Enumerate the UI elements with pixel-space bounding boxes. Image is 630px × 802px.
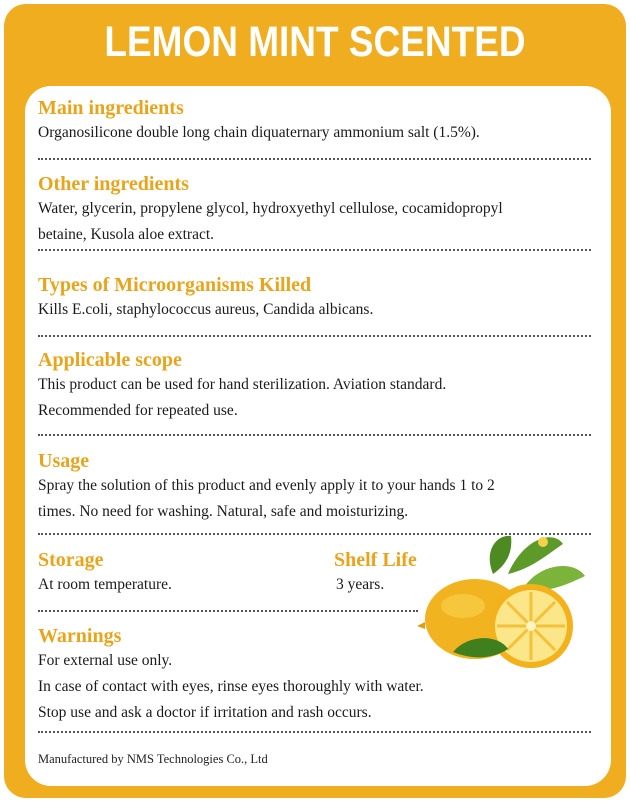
section-applicable-scope xyxy=(38,348,446,424)
section-main-ingredients xyxy=(38,96,480,146)
divider xyxy=(38,335,591,337)
divider xyxy=(38,731,591,733)
text-main-ingredients: Organosilicone double long chain diquaternary ammonium salt (1.5%). xyxy=(38,124,480,141)
text-usage-line2: times. No need for washing. Natural, safe and moisturizing. xyxy=(38,503,409,520)
text-microorganisms: Kills E.coli, staphylococcus aureus, Candida albicans. xyxy=(38,301,374,318)
divider xyxy=(38,158,591,160)
text-warnings-line3: Stop use and ask a doctor if irritation and rash occurs. xyxy=(38,704,372,721)
heading-shelf-life: Shelf Life xyxy=(334,549,417,571)
flower-icon xyxy=(538,537,548,547)
divider xyxy=(38,434,591,436)
text-storage: At room temperature. xyxy=(38,576,172,593)
divider xyxy=(38,610,418,612)
text-warnings-line1: For external use only. xyxy=(38,652,173,669)
text-other-ingredients-line2: betaine, Kusola aloe extract. xyxy=(38,226,215,243)
heading-storage: Storage xyxy=(38,549,104,571)
text-scope-line1: This product can be used for hand sterilization. Aviation standard. xyxy=(38,376,447,393)
section-other-ingredients xyxy=(38,172,503,248)
text-other-ingredients-line1: Water, glycerin, propylene glycol, hydroxyethyl cellulose, cocamidopropyl xyxy=(38,200,503,217)
section-usage xyxy=(38,449,495,525)
heading-other-ingredients: Other ingredients xyxy=(38,173,189,195)
label-title: LEMON MINT SCENTED xyxy=(104,18,526,66)
heading-usage: Usage xyxy=(38,450,90,472)
section-storage xyxy=(38,548,172,598)
leaf-icon xyxy=(490,536,512,574)
section-microorganisms xyxy=(38,273,373,323)
text-warnings-line2: In case of contact with eyes, rinse eyes thoroughly with water. xyxy=(38,678,424,695)
text-scope-line2: Recommended for repeated use. xyxy=(38,402,238,419)
heading-applicable-scope: Applicable scope xyxy=(38,349,182,371)
label-border xyxy=(4,4,626,798)
heading-microorganisms: Types of Microorganisms Killed xyxy=(38,274,312,296)
text-shelf-life: 3 years. xyxy=(336,576,385,593)
section-warnings xyxy=(38,624,424,726)
section-shelf-life xyxy=(334,548,417,598)
label-content-card xyxy=(25,86,611,786)
lemon-illustration xyxy=(413,534,588,674)
text-usage-line1: Spray the solution of this product and evenly apply it to your hands 1 to 2 xyxy=(38,477,495,494)
heading-main-ingredients: Main ingredients xyxy=(38,97,184,119)
heading-warnings: Warnings xyxy=(38,625,122,647)
manufacturer-note: Manufactured by NMS Technologies Co., Ltd xyxy=(38,752,268,766)
divider xyxy=(38,249,591,251)
